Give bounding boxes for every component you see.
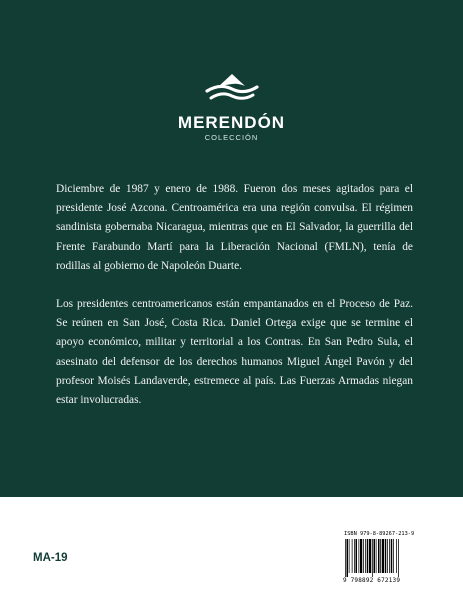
series-code: MA-19 (33, 552, 68, 564)
blurb-paragraph: Los presidentes centroamericanos están empantanados en el Proceso de Paz. Se reúnen en San José, Costa Rica. Daniel Ortega exige que se termine el apoyo económico, militar y territorial a los Contras. En San Pedro Sula, el asesinato del defensor de los derechos humanos Miguel Ángel Pavón y del profesor Moisés Landaverde, estremece al país. Las Fuerzas Armadas niegan estar involucradas. (56, 298, 413, 407)
brand-name: MERENDÓN (177, 113, 286, 132)
blurb-paragraph: Diciembre de 1987 y enero de 1988. Fueron dos meses agitados para el presidente José Azcona. Centroamérica era una región convulsa. El régimen sandinista gobernaba Nicaragua, mientras que en El Salvador, la guerrilla del Frente Farabundo Martí para la Liberación Nacional (FMLN), tenía de rodillas al gobierno de Napoleón Duarte. (56, 183, 413, 272)
collection-label: COLECCIÓN (204, 133, 259, 142)
barcode-digits: 9 798892 672139 (343, 577, 401, 584)
back-cover-blurb (56, 180, 413, 429)
isbn-barcode (343, 531, 423, 585)
wave-mountain-logo-icon (205, 72, 259, 104)
barcode-bars (343, 539, 423, 577)
isbn-label: ISBN 979-8-89267-213-9 (344, 531, 415, 537)
